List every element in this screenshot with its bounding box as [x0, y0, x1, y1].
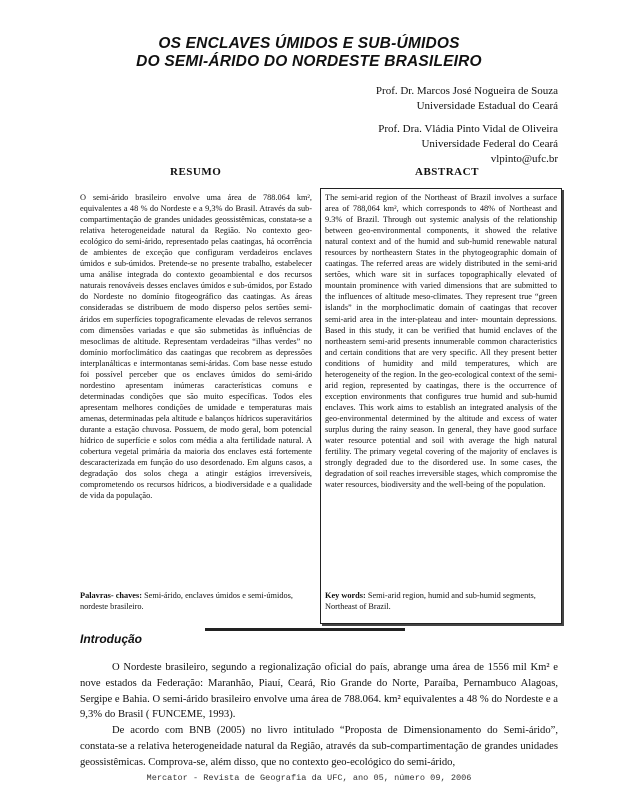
abstract-keywords-text: Semi-arid region, humid and sub-humid segments, Northeast of Brazil.: [325, 591, 536, 611]
journal-footer: Mercator - Revista de Geografia da UFC, ano 05, número 09, 2006: [146, 773, 472, 783]
abstract-paragraph: The semi-arid region of the Northeast of Brazil involves a surface area of 788,064 km², which corresponds to 48% of Northeast and 9.3% of Brazil. Through out systemic analysis of the relationship between geo-environmental components, it showed the relative natural context and of the humid and sub-humid renewable natural resources by northeastern States in the phytogeographic domain of caatingas. The referred areas are widely distributed in the semi-arid sertões, which ware sit in surfaces topographically elevated of mountain prominence with varied dimensions that are submitted to the influences of altitude meso-climates. They represent true “green islands” in the morphoclimatic domain of caatingas that recover semi-arid area in the inter-plateau and inter- mountain depressions. Based in this study, it can be verified that humid enclaves of the northeastern semi-arid presents innumerable common characteristics and certain conditions that are very specific. All they present better conditions of humidity and mild temperatures, which are heterogeneity of the region. In the geo-ecological context of the semi-arid region, represented by caatingas, there is the occurrence of exception environments that configures true humid and sub-humid enclaves. This work aims to establish an integrated analysis of the geo-environmental determined by the altitude and excess of water surplus during the rainy season. In general, they have good surface water resource potential and soil with average the high natural fertility. The primary vegetal covering of the majority of enclaves is strongly degraded due to the disordered use. In some cases, the degradation of soil reaches irreversible stages, which compromise the water resources, biodiversity and the well-being of the population.: [325, 193, 557, 490]
introduction-heading: Introdução: [80, 632, 142, 646]
resumo-heading: RESUMO: [170, 166, 222, 178]
abstract-text: [325, 192, 557, 490]
resumo-keywords-text: Semi-árido, enclaves úmidos e semi-úmidos, nordeste brasileiro.: [80, 591, 293, 611]
author-1-name: Prof. Dr. Marcos José Nogueira de Souza: [375, 85, 558, 97]
author-2-email: vlpinto@ufc.br: [490, 153, 558, 165]
abstract-keywords-label: Key words:: [325, 591, 366, 600]
abstract-heading: ABSTRACT: [415, 166, 479, 178]
resumo-keywords: [80, 590, 312, 612]
author-2-name: Prof. Dra. Vládia Pinto Vidal de Oliveira: [378, 123, 558, 135]
author-1-block: [376, 84, 558, 114]
author-2-block: [378, 122, 558, 167]
paper-title-line2: DO SEMI-ÁRIDO DO NORDESTE BRASILEIRO: [136, 53, 482, 70]
paper-title-line1: OS ENCLAVES ÚMIDOS E SUB-ÚMIDOS: [158, 35, 460, 52]
abstract-keywords: [325, 590, 557, 612]
introduction-text: [80, 660, 558, 771]
resumo-paragraph: O semi-árido brasileiro envolve uma área de 788.064 km², equivalentes a 48 % do Nordeste e a 9,3% do Brasil. Através da sub-compartimentação de grandes unidades geossistêmicas, constata-se a relativa heterogeneidade natural da Região. No contexto geo-ecológico do semi-árido, representado pelas caatingas, há ocorrência de ambientes de exceção que configuram verdadeiros enclaves úmidos e sub-úmidos. Pretende-se no presente trabalho, estabelecer uma análise integrada do contexto geoambiental e dos recursos naturais renováveis desses enclaves úmidos e sub-úmidos, por Estado do Nordeste no domínio fitogeográfico das caatingas. As áreas consideradas se distribuem de modo disperso pelos sertões semi-áridos em superfícies topograficamente elevadas de relevos serranos com dimensões variadas e que são submetidas às influências de mesoclimas de altitude. Representam verdadeiras “ilhas verdes” no domínio morfoclimático das caatingas que recobrem as depressões interplanálticas e intermontanas semi-áridas. Com base nesse estudo foi possível perceber que os enclaves úmidos do semi-árido nordestino apresentam inúmeras características comuns e determinadas condições que são muito específicas. Todos eles apresentam melhores condições de umidade e temperaturas mais amenas, determinadas pela altitude e balanços hídricos superavitários durante a estação chuvosa. Possuem, de modo geral, bom potencial hídrico de superfície e solos com média a alta fertilidade natural. A cobertura vegetal primária da maioria dos enclaves está fortemente descaracterizada em função do uso desordenado. Em alguns casos, a degradação dos solos chega a atingir estágios irreversíveis, comprometendo os recursos hídricos, a biodiversidade e a qualidade de vida da população.: [80, 193, 312, 501]
introduction-paragraph-2: De acordo com BNB (2005) no livro intitulado “Proposta de Dimensionamento do Semi-árido”, constata-se a relativa heterogeneidade natural da Região, através da sub-compartimentação de grandes unidades geossistêmicas. Comprova-se, além disso, que no contexto geo-ecológico do semi-árido,: [80, 725, 558, 768]
resumo-keywords-label: Palavras- chaves:: [80, 591, 142, 600]
resumo-text: [80, 192, 312, 501]
author-1-affiliation: Universidade Estadual do Ceará: [416, 100, 558, 112]
section-divider: [205, 628, 405, 631]
author-2-affiliation: Universidade Federal do Ceará: [421, 138, 558, 150]
introduction-paragraph-1: O Nordeste brasileiro, segundo a regionalização oficial do país, abrange uma área de 1556 mil Km² e nove estados da Federação: Maranhão, Piauí, Ceará, Rio Grande do Norte, Paraíba, Pernambuco Alagoas, Sergipe e Bahia. O semi-árido brasileiro envolve uma área de 788.064. km² equivalentes a 48 % do Nordeste e a 9,3% do Brasil ( FUNCEME, 1993).: [80, 662, 558, 721]
